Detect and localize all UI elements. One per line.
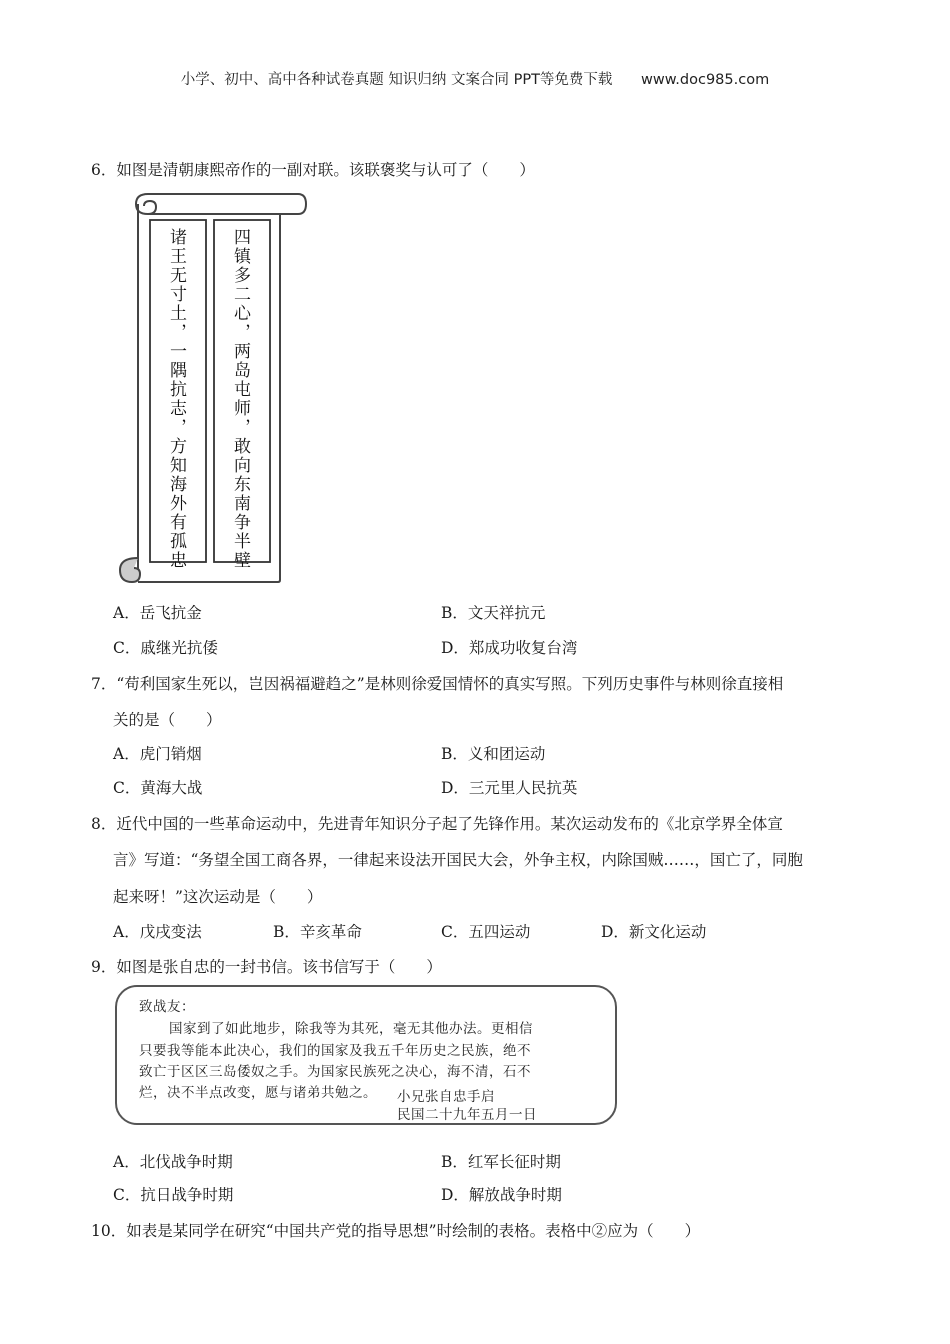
q8-option-a[interactable]: A．戊戌变法 bbox=[113, 923, 202, 941]
letter-line4: 烂，决不半点改变，愿与诸弟共勉之。 bbox=[139, 1085, 377, 1101]
q8-option-d[interactable]: D．新文化运动 bbox=[601, 923, 707, 941]
q7-stem-line2: 关的是（ ） bbox=[113, 711, 222, 729]
q7-option-c[interactable]: C．黄海大战 bbox=[113, 779, 203, 797]
q7-option-b[interactable]: B．义和团运动 bbox=[441, 745, 546, 763]
q9-option-b[interactable]: B．红军长征时期 bbox=[441, 1153, 561, 1171]
q9-stem: 9．如图是张自忠的一封书信。该书信写于（ ） bbox=[91, 958, 442, 976]
q8-stem-line1: 8．近代中国的一些革命运动中，先进青年知识分子起了先锋作用。某次运动发布的《北京学界全体宣 bbox=[91, 815, 783, 833]
couplet-left: 诸王无寸土，一隅抗志，方知海外有孤忠 bbox=[166, 228, 186, 570]
q6-stem: 6．如图是清朝康熙帝作的一副对联。该联褒奖与认可了（ ） bbox=[91, 161, 535, 179]
letter-image bbox=[115, 985, 617, 1125]
q6-option-d[interactable]: D．郑成功收复台湾 bbox=[441, 639, 578, 657]
letter-signature: 小兄张自忠手启 bbox=[397, 1089, 495, 1105]
q7-option-a[interactable]: A．虎门销烟 bbox=[113, 745, 202, 763]
header-text: 小学、初中、高中各种试卷真题 知识归纳 文案合同 PPT等免费下载 bbox=[180, 72, 613, 88]
header-site: www.doc985.com bbox=[641, 72, 770, 88]
couplet-scroll-image bbox=[110, 188, 310, 588]
scroll-frame bbox=[110, 188, 310, 588]
q8-option-c[interactable]: C．五四运动 bbox=[441, 923, 531, 941]
q9-option-d[interactable]: D．解放战争时期 bbox=[441, 1186, 562, 1204]
q9-option-a[interactable]: A．北伐战争时期 bbox=[113, 1153, 233, 1171]
q7-stem-line1: 7．“苟利国家生死以，岂因祸福避趋之”是林则徐爱国情怀的真实写照。下列历史事件与林则徐直接相 bbox=[91, 675, 784, 693]
q6-option-c[interactable]: C．戚继光抗倭 bbox=[113, 639, 218, 657]
q8-stem-line3: 起来呀！”这次运动是（ ） bbox=[113, 888, 323, 906]
letter-line1: 国家到了如此地步，除我等为其死，毫无其他办法。更相信 bbox=[169, 1021, 533, 1037]
letter-date: 民国二十九年五月一日 bbox=[397, 1107, 537, 1123]
q8-stem-line2: 言》写道：“务望全国工商各界，一律起来设法开国民大会，外争主权，内除国贼……，国亡了，同胞 bbox=[113, 851, 803, 869]
q8-option-b[interactable]: B．辛亥革命 bbox=[273, 923, 362, 941]
page-header bbox=[0, 68, 950, 89]
q6-option-b[interactable]: B．文天祥抗元 bbox=[441, 604, 546, 622]
q10-stem: 10．如表是某同学在研究“中国共产党的指导思想”时绘制的表格。表格中②应为（ ） bbox=[91, 1222, 701, 1240]
letter-salutation: 致战友： bbox=[139, 999, 195, 1015]
letter-line3: 致亡于区区三岛倭奴之手。为国家民族死之决心，海不清，石不 bbox=[139, 1064, 531, 1080]
couplet-right: 四镇多二心，两岛屯师，敢向东南争半壁 bbox=[230, 228, 250, 570]
q6-option-a[interactable]: A．岳飞抗金 bbox=[113, 604, 202, 622]
q9-option-c[interactable]: C．抗日战争时期 bbox=[113, 1186, 234, 1204]
letter-line2: 只要我等能本此决心，我们的国家及我五千年历史之民族，绝不 bbox=[139, 1043, 531, 1059]
q7-option-d[interactable]: D．三元里人民抗英 bbox=[441, 779, 578, 797]
